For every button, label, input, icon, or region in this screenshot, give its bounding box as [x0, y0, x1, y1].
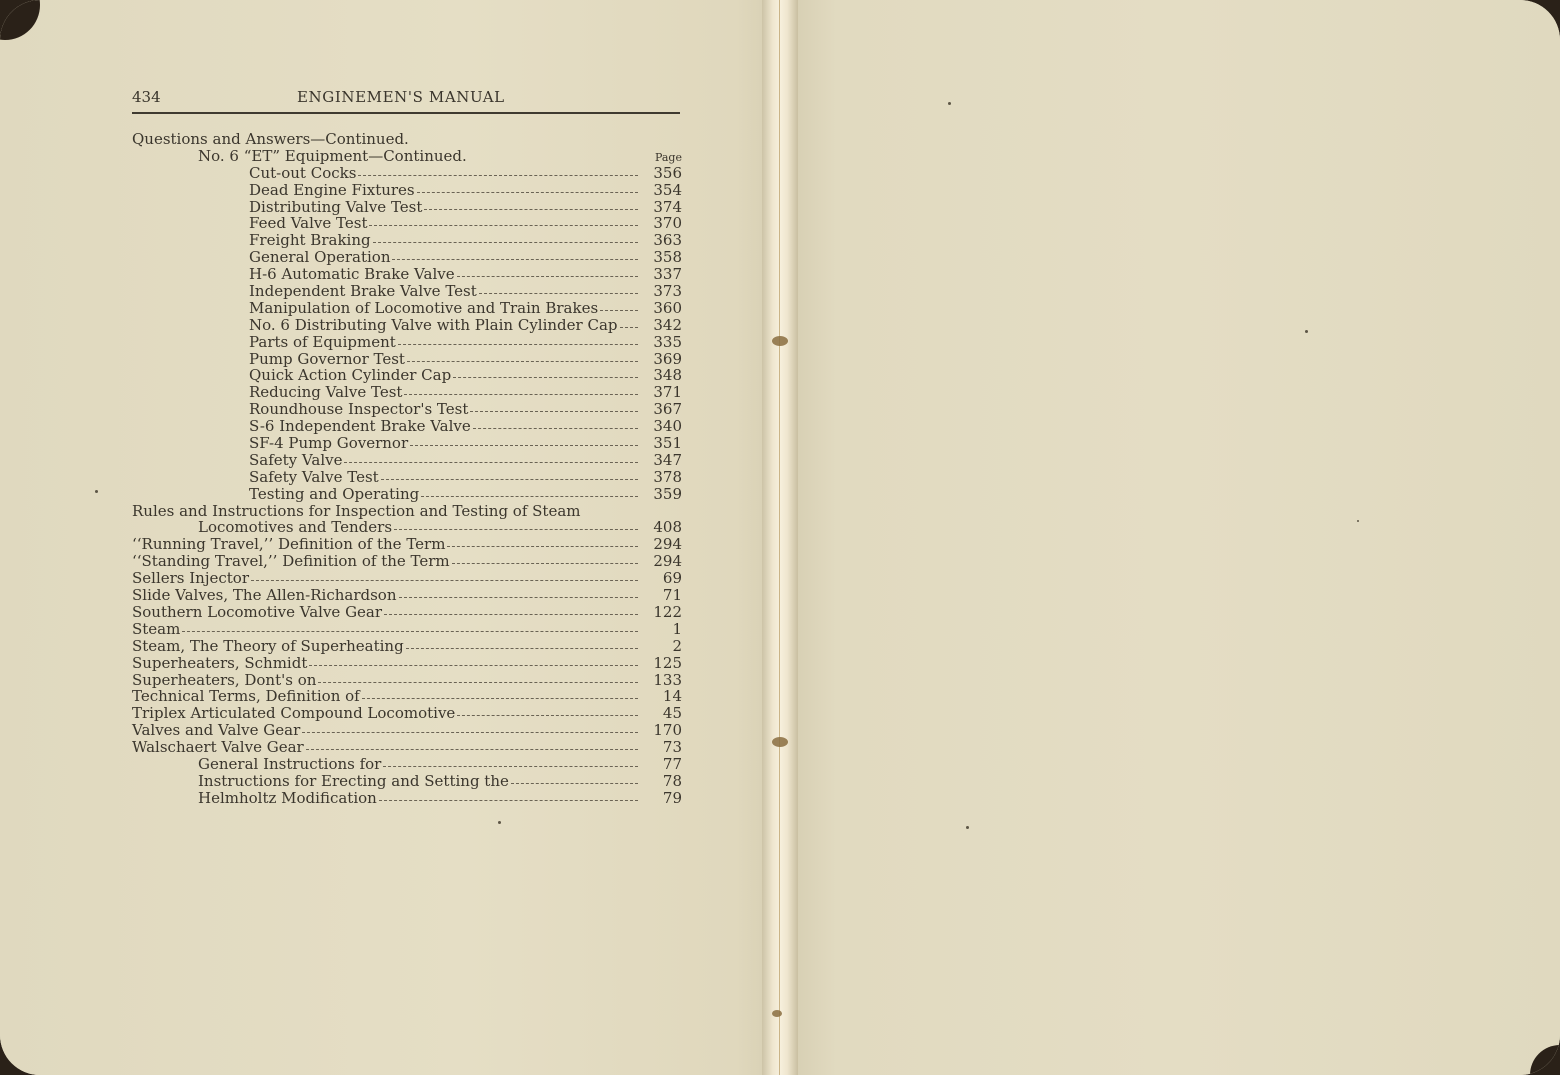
- entry-label: Testing and Operating: [249, 484, 420, 503]
- entry-page: 335: [653, 332, 682, 351]
- dot-leader: [457, 705, 638, 716]
- entry-page: 2: [672, 636, 682, 655]
- dot-leader: [511, 773, 638, 784]
- entry-label: Slide Valves, The Allen-Richardson: [132, 586, 397, 605]
- entry-label: Safety Valve: [249, 450, 343, 469]
- entry-page: 370: [653, 214, 682, 233]
- dot-leader: [447, 536, 638, 547]
- entry-label: Distributing Valve Test: [249, 197, 423, 216]
- dot-leader: [358, 165, 638, 176]
- rules-entry-line1: [132, 503, 682, 520]
- index-entry: [132, 790, 682, 807]
- entry-page: 356: [653, 163, 682, 182]
- entry-label: Valves and Valve Gear: [132, 721, 301, 740]
- dot-leader: [394, 519, 638, 530]
- dot-leader: [473, 418, 638, 429]
- dot-leader: [302, 722, 638, 733]
- et-entries-group: [132, 165, 682, 503]
- index-entry: [132, 215, 682, 232]
- index-entry: [132, 536, 682, 553]
- entry-page: 1: [672, 619, 682, 638]
- entry-page: 358: [653, 248, 682, 267]
- rules-entry-line2: [132, 519, 682, 536]
- binding-stitch: [772, 1010, 782, 1017]
- entry-page: 371: [653, 383, 682, 402]
- entry-label: Helmholtz Modification: [198, 788, 377, 807]
- entry-page: 69: [662, 569, 682, 588]
- entry-page: 342: [653, 315, 682, 334]
- running-title: ENGINEMEN'S MANUAL: [297, 88, 505, 106]
- entry-page: 378: [653, 467, 682, 486]
- entry-label: Cut-out Cocks: [249, 163, 357, 182]
- index-entry: [132, 232, 682, 249]
- dot-leader: [620, 317, 639, 328]
- dot-leader: [457, 266, 638, 277]
- entry-label: Parts of Equipment: [249, 332, 396, 351]
- index-entry: [132, 655, 682, 672]
- entry-label: Walschaert Valve Gear: [132, 738, 304, 757]
- entry-page: 125: [653, 653, 682, 672]
- entry-label: Sellers Injector: [132, 569, 250, 588]
- index-entry: [132, 401, 682, 418]
- entry-label: Pump Governor Test: [249, 349, 405, 368]
- page-number: 434: [132, 88, 161, 106]
- entry-label: Reducing Valve Test: [249, 383, 403, 402]
- index-entry: [132, 199, 682, 216]
- dot-leader: [421, 486, 638, 497]
- entry-page: 73: [662, 738, 682, 757]
- walschaert-subentries-group: [132, 756, 682, 807]
- entry-label: Manipulation of Locomotive and Train Brakes: [249, 298, 599, 317]
- index-entry: [132, 384, 682, 401]
- index-entry: [132, 604, 682, 621]
- dot-leader: [383, 756, 638, 767]
- entry-label: Dead Engine Fixtures: [249, 180, 415, 199]
- entry-page: 170: [653, 721, 682, 740]
- paper-speck: [95, 490, 98, 493]
- entry-label: Triplex Articulated Compound Locomotive: [132, 704, 456, 723]
- entry-label: Freight Braking: [249, 231, 371, 250]
- subsection-heading: No. 6 “ET” Equipment—Continued.: [198, 146, 467, 165]
- index-entry: [132, 351, 682, 368]
- index-entry: [132, 469, 682, 486]
- entry-label: Rules and Instructions for Inspection and Testing of Steam: [132, 501, 581, 520]
- index-entry: [132, 182, 682, 199]
- entry-page: 71: [662, 586, 682, 605]
- dot-leader: [407, 351, 638, 362]
- paper-speck: [1357, 520, 1359, 522]
- entry-label: Southern Locomotive Valve Gear: [132, 602, 383, 621]
- entry-page: 340: [653, 417, 682, 436]
- index-entry: [132, 334, 682, 351]
- entry-page: 45: [662, 704, 682, 723]
- dot-leader: [182, 621, 638, 632]
- index-entry: [132, 418, 682, 435]
- entry-page: 360: [653, 298, 682, 317]
- index-entry: [132, 435, 682, 452]
- index-entry: [132, 165, 682, 182]
- index-entry: [132, 773, 682, 790]
- entry-page: 79: [662, 788, 682, 807]
- dot-leader: [398, 334, 638, 345]
- entry-label: No. 6 Distributing Valve with Plain Cylinder Cap: [249, 315, 618, 334]
- entry-label: Safety Valve Test: [249, 467, 379, 486]
- entry-page: 294: [653, 535, 682, 554]
- entry-page: 408: [653, 518, 682, 537]
- index-entry: [132, 739, 682, 756]
- dot-leader: [452, 553, 638, 564]
- paper-speck: [966, 826, 969, 829]
- paper-speck: [1305, 330, 1308, 333]
- entry-label: Technical Terms, Definition of: [132, 687, 360, 706]
- index-entry: [132, 621, 682, 638]
- dot-leader: [453, 367, 638, 378]
- entry-page: 363: [653, 231, 682, 250]
- section-heading: Questions and Answers—Continued.: [132, 130, 409, 148]
- entry-page: 367: [653, 400, 682, 419]
- entry-label: H-6 Automatic Brake Valve: [249, 265, 455, 284]
- entry-label: General Operation: [249, 248, 391, 267]
- dot-leader: [470, 401, 638, 412]
- index-entry: [132, 300, 682, 317]
- dot-leader: [306, 739, 638, 750]
- entry-page: 14: [662, 687, 682, 706]
- index-entry: [132, 570, 682, 587]
- entry-label: General Instructions for: [198, 754, 382, 773]
- dot-leader: [362, 688, 638, 699]
- entry-page: 133: [653, 670, 682, 689]
- dot-leader: [384, 604, 638, 615]
- index-entry: [132, 486, 682, 503]
- dot-leader: [399, 587, 639, 598]
- entry-label: Locomotives and Tenders: [198, 518, 393, 537]
- entry-label: Superheaters, Dont's on: [132, 670, 317, 689]
- dot-leader: [424, 199, 638, 210]
- index-entry: [132, 266, 682, 283]
- index-entry: [132, 672, 682, 689]
- entry-page: 354: [653, 180, 682, 199]
- index-entry: [132, 638, 682, 655]
- dot-leader: [379, 790, 638, 801]
- entry-page: 373: [653, 282, 682, 301]
- index-list: [132, 131, 682, 807]
- dot-leader: [392, 249, 638, 260]
- entry-label: Steam, The Theory of Superheating: [132, 636, 404, 655]
- binding-stitch: [772, 737, 788, 747]
- index-entry: [132, 317, 682, 334]
- entry-label: ‘‘Standing Travel,’’ Definition of the Term: [132, 552, 450, 571]
- index-entry: [132, 756, 682, 773]
- dot-leader: [318, 672, 638, 683]
- page-column-label: Page: [654, 150, 682, 164]
- header-rule: [132, 112, 680, 114]
- entry-label: Steam: [132, 619, 181, 638]
- dot-leader: [381, 469, 638, 480]
- entry-page: 374: [653, 197, 682, 216]
- index-entry: [132, 587, 682, 604]
- gutter-fold-line: [779, 0, 780, 1075]
- entry-page: 122: [653, 602, 682, 621]
- paper-speck: [498, 821, 501, 824]
- entry-label: Quick Action Cylinder Cap: [249, 366, 452, 385]
- dot-leader: [369, 215, 638, 226]
- dot-leader: [600, 300, 638, 311]
- entry-page: 348: [653, 366, 682, 385]
- dot-leader: [309, 655, 638, 666]
- entry-label: Instructions for Erecting and Setting the: [198, 771, 509, 790]
- index-entry: [132, 553, 682, 570]
- dot-leader: [404, 384, 638, 395]
- entry-page: 294: [653, 552, 682, 571]
- entry-page: 347: [653, 450, 682, 469]
- binding-stitch: [772, 336, 788, 346]
- entry-label: ‘‘Running Travel,’’ Definition of the Term: [132, 535, 446, 554]
- entry-page: 337: [653, 265, 682, 284]
- index-entry: [132, 283, 682, 300]
- dot-leader: [479, 283, 638, 294]
- entry-page: 78: [662, 771, 682, 790]
- dot-leader: [251, 570, 638, 581]
- dot-leader: [417, 182, 638, 193]
- entry-label: SF-4 Pump Governor: [249, 434, 409, 453]
- entry-label: Superheaters, Schmidt: [132, 653, 308, 672]
- dot-leader: [373, 232, 638, 243]
- main-entries-group: [132, 536, 682, 756]
- entry-page: 359: [653, 484, 682, 503]
- index-entry: [132, 722, 682, 739]
- subsection-heading-row: [132, 148, 682, 165]
- entry-label: Feed Valve Test: [249, 214, 368, 233]
- book-gutter: [762, 0, 798, 1075]
- dot-leader: [410, 435, 638, 446]
- entry-label: Independent Brake Valve Test: [249, 282, 477, 301]
- dot-leader: [344, 452, 638, 463]
- paper-speck: [948, 102, 951, 105]
- dot-leader: [406, 638, 638, 649]
- index-entry: [132, 705, 682, 722]
- index-entry: [132, 452, 682, 469]
- entry-label: Roundhouse Inspector's Test: [249, 400, 469, 419]
- right-page-blank: [790, 0, 1560, 1075]
- index-entry: [132, 688, 682, 705]
- index-entry: [132, 249, 682, 266]
- entry-label: S-6 Independent Brake Valve: [249, 417, 471, 436]
- entry-page: 77: [662, 754, 682, 773]
- index-entry: [132, 367, 682, 384]
- entry-page: 351: [653, 434, 682, 453]
- entry-page: 369: [653, 349, 682, 368]
- running-head: [132, 88, 680, 108]
- section-heading-row: [132, 131, 682, 148]
